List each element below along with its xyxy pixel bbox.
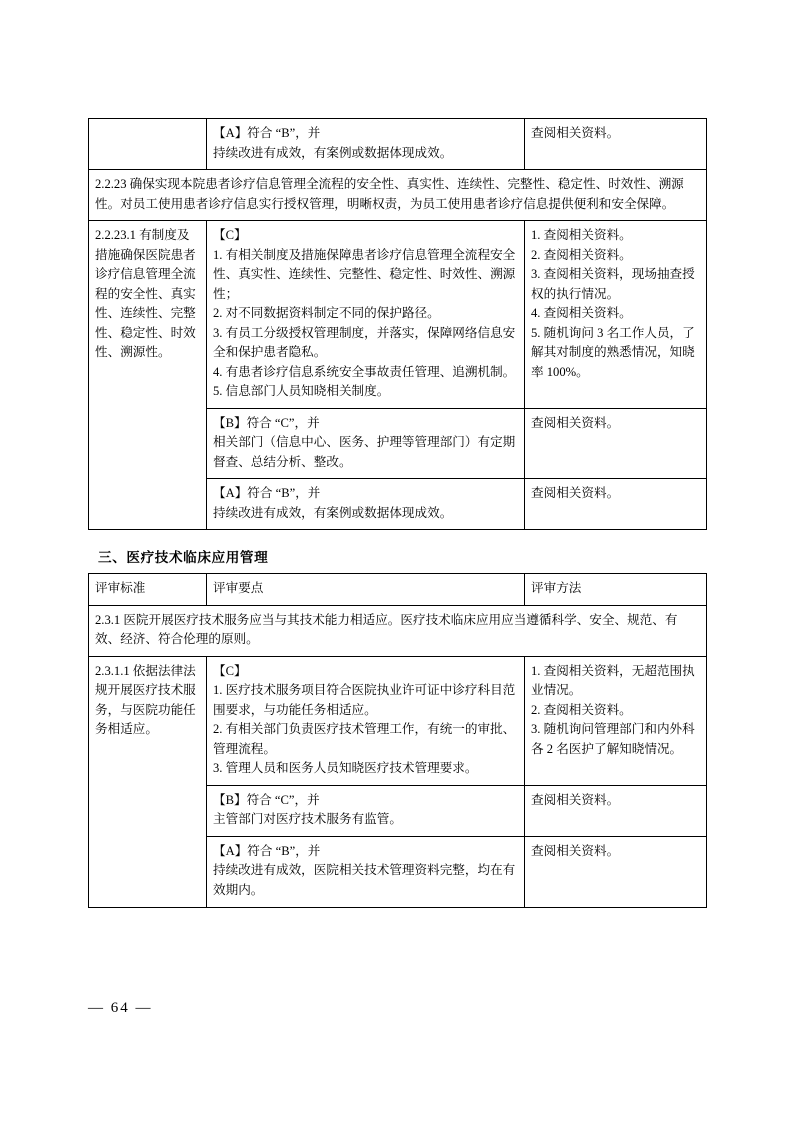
level-a-text: 持续改进有成效，医院相关技术管理资料完整，均在有效期内。 <box>213 863 516 897</box>
table-row <box>89 221 707 409</box>
method-3: 3. 查阅相关资料，现场抽查授权的执行情况。 <box>531 267 695 301</box>
standard-2-3-1: 2.3.1 医院开展医疗技术服务应当与其技术能力相适应。医疗技术临床应用应当遵循科学、安全、规范、有效、经济、符合伦理的原则。 <box>89 605 707 656</box>
table-row <box>89 119 707 170</box>
review-points-cell-level-c <box>207 656 525 785</box>
review-method-cell-level-a <box>525 836 707 907</box>
level-c-point-4: 4. 有患者诊疗信息系统安全事故责任管理、追溯机制。 <box>213 364 516 379</box>
level-c-point-5: 5. 信息部门人员知晓相关制度。 <box>213 384 390 399</box>
review-points-cell-level-b <box>207 785 525 836</box>
level-c-point-3: 3. 管理人员和医务人员知晓医疗技术管理要求。 <box>213 761 478 776</box>
page-number: — 64 — <box>88 1000 153 1016</box>
method-text: 查阅相关资料。 <box>531 486 620 501</box>
level-a-label: 【A】符合 “B”，并 <box>213 843 321 858</box>
review-method-cell-level-c <box>525 656 707 785</box>
method-text: 查阅相关资料。 <box>531 415 620 430</box>
review-method-cell-level-c <box>525 221 707 409</box>
table-row-standard <box>89 170 707 221</box>
review-method-cell-level-b <box>525 408 707 479</box>
table-medical-technology-management <box>88 573 707 907</box>
table-header-row <box>89 574 707 606</box>
review-method-cell <box>525 119 707 170</box>
criteria-cell-2-2-23-1: 2.2.23.1 有制度及措施确保医院患者诊疗信息管理全流程的安全性、真实性、连续性、完整性、稳定性、时效性、溯源性。 <box>89 221 207 530</box>
criteria-cell-2-3-1-1: 2.3.1.1 依据法律法规开展医疗技术服务，与医院功能任务相适应。 <box>89 656 207 907</box>
method-4: 4. 查阅相关资料。 <box>531 306 632 321</box>
level-c-point-3: 3. 有员工分级授权管理制度，并落实，保障网络信息安全和保护患者隐私。 <box>213 325 516 360</box>
level-b-text: 相关部门（信息中心、医务、护理等管理部门）有定期督查、总结分析、整改。 <box>213 435 516 469</box>
criteria-cell-empty <box>89 119 207 170</box>
method-5: 5. 随机询问 3 名工作人员，了解其对制度的熟悉情况，知晓率 100%。 <box>531 325 695 379</box>
level-b-label: 【B】符合 “C”，并 <box>213 415 320 430</box>
level-c-point-1: 1. 有相关制度及措施保障患者诊疗信息管理全流程安全性、真实性、连续性、完整性、稳定性、时效性、溯源性； <box>213 247 516 301</box>
header-criteria: 评审标准 <box>89 574 207 606</box>
level-c-label: 【C】 <box>213 228 247 243</box>
header-review-points: 评审要点 <box>207 574 525 606</box>
level-a-label: 【A】符合 “B”，并 <box>213 126 321 140</box>
level-c-point-2: 2. 有相关部门负责医疗技术管理工作，有统一的审批、管理流程。 <box>213 722 516 756</box>
method-2: 2. 查阅相关资料。 <box>531 702 632 717</box>
review-method-cell-level-a <box>525 479 707 530</box>
method-2: 2. 查阅相关资料。 <box>531 247 632 262</box>
method-text: 查阅相关资料。 <box>531 843 620 858</box>
method-text: 查阅相关资料。 <box>531 126 620 140</box>
review-points-cell-level-a <box>207 479 525 530</box>
method-3: 3. 随机询问管理部门和内外科各 2 名医护了解知晓情况。 <box>531 722 695 756</box>
review-method-cell-level-b <box>525 785 707 836</box>
level-a-text: 持续改进有成效，有案例或数据体现成效。 <box>213 145 453 160</box>
method-1: 1. 查阅相关资料。 <box>531 228 632 243</box>
level-a-label: 【A】符合 “B”，并 <box>213 486 321 501</box>
header-review-method: 评审方法 <box>525 574 707 606</box>
level-b-text: 主管部门对医疗技术服务有监管。 <box>213 812 402 827</box>
level-b-label: 【B】符合 “C”，并 <box>213 792 320 807</box>
section-heading: 三、医疗技术临床应用管理 <box>98 550 269 566</box>
level-c-label: 【C】 <box>213 663 247 678</box>
standard-2-2-23: 2.2.23 确保实现本院患者诊疗信息管理全流程的安全性、真实性、连续性、完整性、稳定性、时效性、溯源性。对员工使用患者诊疗信息实行授权管理，明晰权责，为员工使用患者诊疗信息提供便利和安全保障。 <box>89 170 707 221</box>
review-points-cell <box>207 119 525 170</box>
level-c-point-1: 1. 医疗技术服务项目符合医院执业许可证中诊疗科目范围要求，与功能任务相适应。 <box>213 683 516 717</box>
method-1: 1. 查阅相关资料，无超范围执业情况。 <box>531 663 695 698</box>
review-points-cell-level-b <box>207 408 525 479</box>
review-points-cell-level-c <box>207 221 525 409</box>
review-points-cell-level-a <box>207 836 525 907</box>
table-row-standard <box>89 605 707 656</box>
table-information-management <box>88 118 707 530</box>
level-a-text: 持续改进有成效，有案例或数据体现成效。 <box>213 505 453 520</box>
method-text: 查阅相关资料。 <box>531 792 620 807</box>
table-row <box>89 656 707 785</box>
level-c-point-2: 2. 对不同数据资料制定不同的保护路径。 <box>213 306 440 321</box>
